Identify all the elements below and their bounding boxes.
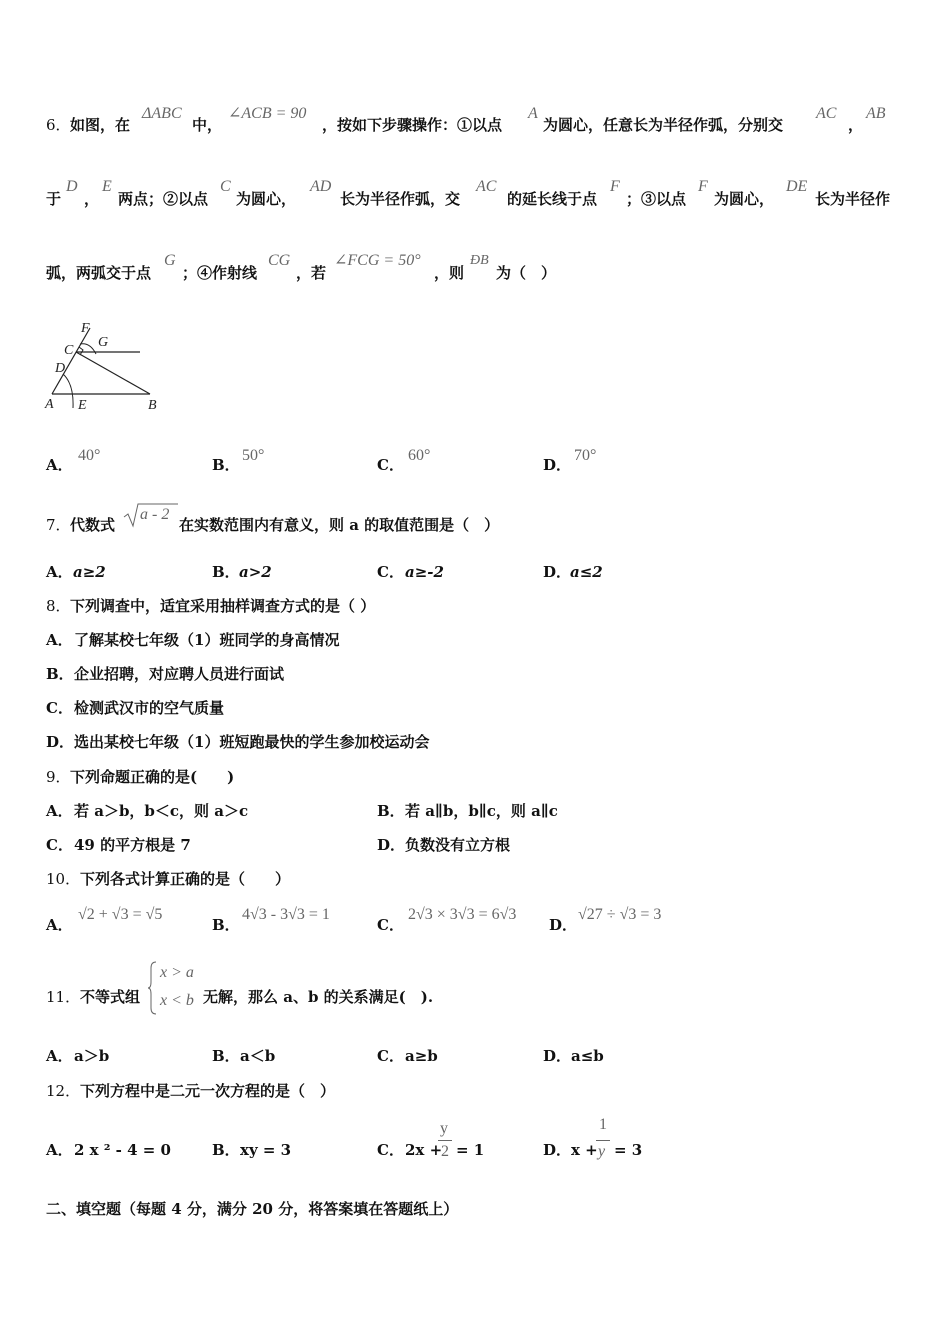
q6-text: 中， xyxy=(192,116,223,134)
q8-number: 8． xyxy=(46,597,71,615)
q8-option-d-value: 选出某校七年级（1）班短跑最快的学生参加校运动会 xyxy=(74,733,430,751)
q7-pre: 代数式 xyxy=(70,516,116,534)
q11-post: 无解，那么 a、b 的关系满足( ). xyxy=(203,988,434,1006)
q12-option-d-label: D． xyxy=(543,1141,572,1159)
q6-option-a-label: A． xyxy=(46,456,73,474)
q6-text: ，则 xyxy=(434,264,465,282)
q6-option-d-value: 70° xyxy=(574,447,597,464)
q6-text: 为圆心，任意长为半径作弧，分别交 xyxy=(543,116,784,134)
q6-math: AD xyxy=(310,178,332,195)
q12-option-d-pre: x + xyxy=(571,1141,598,1159)
q6-text: 为（ ） xyxy=(496,264,557,282)
q11-option-b-value: a＜b xyxy=(240,1047,276,1065)
q8-option-b-label: B． xyxy=(46,665,74,683)
q11-pre: 不等式组 xyxy=(80,988,141,1006)
q6-math: ∠ACB = 90 xyxy=(228,105,307,122)
fraction-bar xyxy=(438,1140,452,1141)
q6-text: ；④作射线 xyxy=(182,264,258,282)
q9-option-c-label: C． xyxy=(46,836,73,854)
q12-option-c-post: = 1 xyxy=(456,1141,485,1159)
q9-number: 9． xyxy=(46,768,71,786)
q6-number: 6． xyxy=(46,116,71,134)
q9-option-d-label: D． xyxy=(377,836,406,854)
q12-option-d-numerator: 1 xyxy=(599,1116,607,1133)
q9-option-b-label: B． xyxy=(377,802,405,820)
q11-option-a-label: A． xyxy=(46,1047,73,1065)
q7-option-b-value: a>2 xyxy=(239,563,272,581)
section-2-title: 二、填空题（每题 4 分，满分 20 分，将答案填在答题纸上） xyxy=(46,1200,459,1218)
q9-option-a-label: A． xyxy=(46,802,73,820)
q6-text: 于 xyxy=(46,190,62,208)
q12-option-a-label: A． xyxy=(46,1141,73,1159)
q6-math: AC xyxy=(476,178,497,195)
q10-option-c-label: C． xyxy=(377,916,404,934)
q7-option-d-label: D． xyxy=(543,563,572,581)
q12-text: 下列方程中是二元一次方程的是（ ） xyxy=(80,1082,336,1100)
q6-math: D xyxy=(66,178,78,195)
brace-icon xyxy=(148,960,158,1016)
q7-option-c-label: C． xyxy=(377,563,404,581)
q6-text: 为圆心， xyxy=(714,190,775,208)
label-c: C xyxy=(64,343,74,358)
q6-math: F xyxy=(698,178,708,195)
q6-option-d-label: D． xyxy=(543,456,572,474)
q6-math: AB xyxy=(866,105,886,122)
q11-option-d-value: a≤b xyxy=(571,1047,604,1065)
q8-text: 下列调查中，适宜采用抽样调查方式的是（ ） xyxy=(70,597,376,615)
q6-text: 为圆心， xyxy=(236,190,297,208)
q11-option-c-value: a≥b xyxy=(405,1047,438,1065)
q6-math: E xyxy=(102,178,112,195)
q10-option-d-value: √27 ÷ √3 = 3 xyxy=(578,906,662,923)
arc-de xyxy=(63,374,73,408)
label-f: F xyxy=(81,321,90,336)
q9-option-c-value: 49 的平方根是 7 xyxy=(74,836,191,854)
q12-option-c-denominator: 2 xyxy=(441,1143,449,1160)
q6-text: ，若 xyxy=(296,264,327,282)
q10-option-d-label: D． xyxy=(549,916,578,934)
q12-number: 12． xyxy=(46,1082,81,1100)
q7-option-d-value: a≤2 xyxy=(570,563,603,581)
q11-option-b-label: B． xyxy=(212,1047,240,1065)
q11-number: 11． xyxy=(46,988,81,1006)
q8-option-a-value: 了解某校七年级（1）班同学的身高情况 xyxy=(74,631,340,649)
q6-text: ；③以点 xyxy=(626,190,687,208)
q11-inequality-1: x > a xyxy=(160,964,194,981)
q6-text: 长为半径作 xyxy=(815,190,891,208)
q6-text: 两点；②以点 xyxy=(118,190,209,208)
q11-option-d-label: D． xyxy=(543,1047,572,1065)
q9-option-d-value: 负数没有立方根 xyxy=(405,836,511,854)
q6-geometry-figure xyxy=(40,318,170,418)
q6-math: DE xyxy=(786,178,808,195)
q12-option-c-label: C． xyxy=(377,1141,404,1159)
q6-option-c-label: C． xyxy=(377,456,404,474)
q6-math: C xyxy=(220,178,231,195)
q6-text: ，按如下步骤操作：①以点 xyxy=(322,116,503,134)
q6-math: G xyxy=(164,252,176,269)
q8-option-a-label: A． xyxy=(46,631,73,649)
q7-option-a-label: A． xyxy=(46,563,73,581)
q10-option-a-value: √2 + √3 = √5 xyxy=(78,906,163,923)
q7-radicand: a - 2 xyxy=(140,506,170,523)
q6-math: A xyxy=(528,105,538,122)
q12-option-c-pre: 2x + xyxy=(405,1141,443,1159)
q12-option-b-label: B． xyxy=(212,1141,240,1159)
q6-text: 长为半径作弧，交 xyxy=(340,190,461,208)
q12-option-d-post: = 3 xyxy=(614,1141,643,1159)
q9-text: 下列命题正确的是( ) xyxy=(70,768,235,786)
q6-math: F xyxy=(610,178,620,195)
q8-option-c-value: 检测武汉市的空气质量 xyxy=(74,699,225,717)
q6-text: ， xyxy=(848,116,864,134)
label-e: E xyxy=(78,398,87,413)
q10-number: 10． xyxy=(46,870,81,888)
label-g: G xyxy=(98,335,109,350)
q11-option-a-value: a＞b xyxy=(74,1047,110,1065)
q9-option-a-value: 若 a＞b，b＜c，则 a＞c xyxy=(74,802,249,820)
q6-math: ÐB xyxy=(470,253,489,268)
q11-option-c-label: C． xyxy=(377,1047,404,1065)
q7-option-a-value: a≥2 xyxy=(73,563,106,581)
q6-math: CG xyxy=(268,252,291,269)
q6-text: 的延长线于点 xyxy=(507,190,598,208)
q7-option-b-label: B． xyxy=(212,563,240,581)
q8-option-c-label: C． xyxy=(46,699,73,717)
q7-post: 在实数范围内有意义，则 a 的取值范围是（ ） xyxy=(179,516,500,534)
q7-number: 7． xyxy=(46,516,71,534)
q9-option-b-value: 若 a∥b，b∥c，则 a∥c xyxy=(405,802,558,820)
q6-math: AC xyxy=(816,105,837,122)
q11-inequality-2: x < b xyxy=(160,992,194,1009)
q10-option-b-label: B． xyxy=(212,916,240,934)
q6-option-b-label: B． xyxy=(212,456,240,474)
q6-option-c-value: 60° xyxy=(408,447,431,464)
q6-option-b-value: 50° xyxy=(242,447,265,464)
q12-option-d-denominator: y xyxy=(598,1143,606,1160)
q10-option-c-value: 2√3 × 3√3 = 6√3 xyxy=(408,906,517,923)
q8-option-d-label: D． xyxy=(46,733,75,751)
label-a: A xyxy=(45,397,54,412)
q12-option-b-value: xy = 3 xyxy=(240,1141,292,1159)
q6-text: 弧，两弧交于点 xyxy=(46,264,152,282)
q10-option-a-label: A． xyxy=(46,916,73,934)
q10-text: 下列各式计算正确的是（ ） xyxy=(80,870,291,888)
q8-option-b-value: 企业招聘，对应聘人员进行面试 xyxy=(74,665,285,683)
fraction-bar xyxy=(596,1140,610,1141)
q6-math: ΔABC xyxy=(142,105,182,122)
q10-option-b-value: 4√3 - 3√3 = 1 xyxy=(242,906,330,923)
label-b: B xyxy=(148,398,157,413)
q6-text: ， xyxy=(84,190,100,208)
q6-option-a-value: 40° xyxy=(78,447,101,464)
q6-text: 如图，在 xyxy=(70,116,131,134)
q6-math: ∠FCG = 50° xyxy=(334,252,421,269)
q7-option-c-value: a≥-2 xyxy=(405,563,444,581)
q12-option-c-numerator: y xyxy=(440,1120,448,1137)
segment-cb xyxy=(76,352,150,394)
q12-option-a-value: 2 x ² - 4 = 0 xyxy=(74,1141,171,1159)
label-d: D xyxy=(55,361,66,376)
